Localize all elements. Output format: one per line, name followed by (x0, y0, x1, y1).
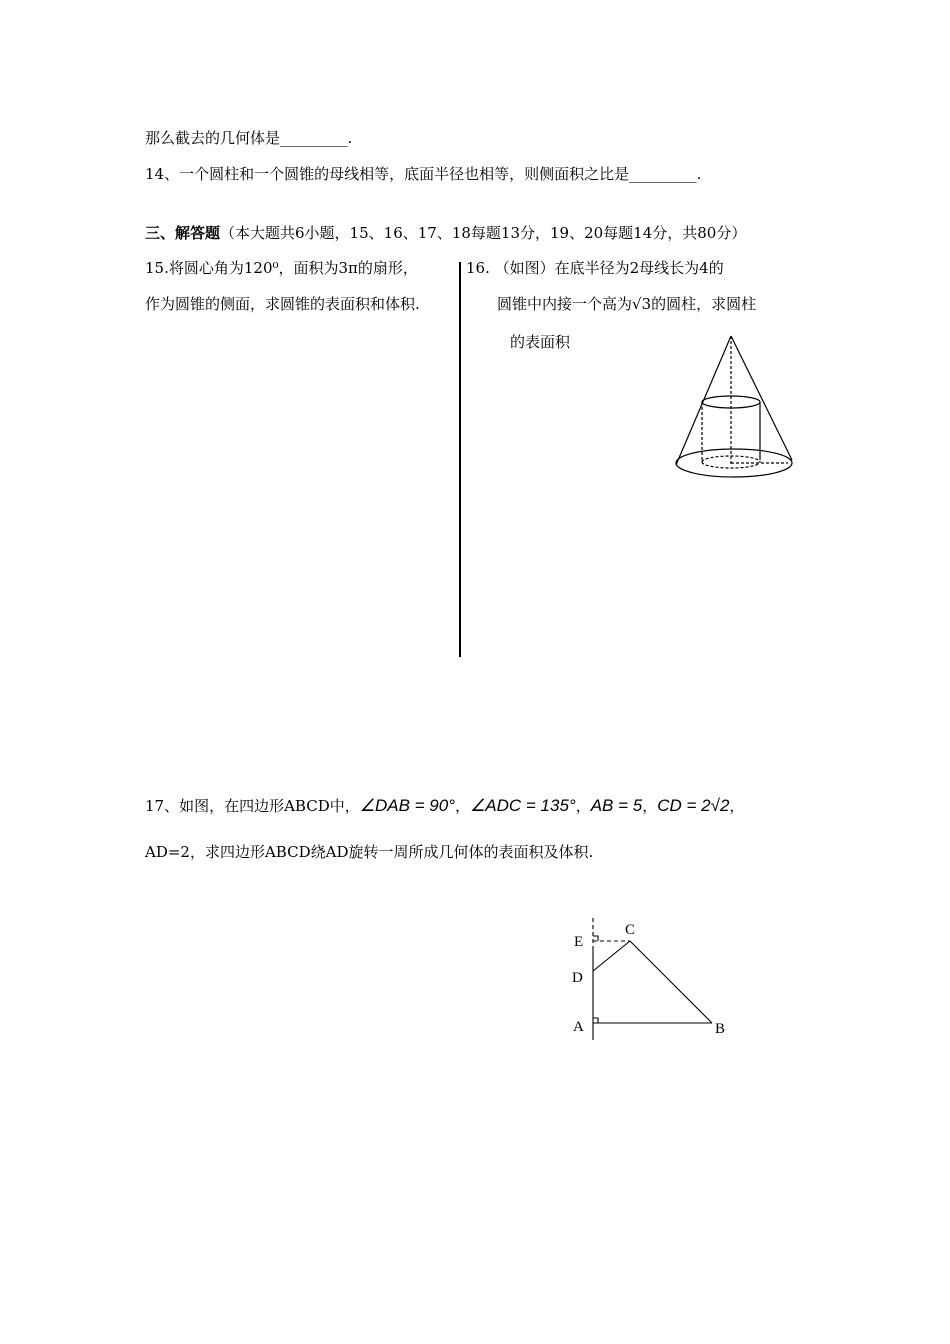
q16-line2 (497, 294, 756, 314)
q16-sqrt3: √3 (632, 295, 652, 313)
q17-sep1: ， (455, 797, 471, 815)
label-C: C (625, 922, 636, 938)
q16-line2-a: 圆锥中内接一个高为 (497, 295, 633, 313)
q14-text: 14、一个圆柱和一个圆锥的母线相等，底面半径也相等，则侧面积之比是_________. (145, 165, 702, 183)
right-angle-E (593, 936, 598, 941)
label-D: D (572, 970, 583, 986)
q15-line2: 作为圆锥的侧面，求圆锥的表面积和体积. (145, 295, 420, 313)
label-E: E (574, 934, 584, 950)
q17-cond1: ∠DAB = 90° (359, 796, 456, 815)
quadrilateral-figure (560, 912, 740, 1042)
cone-cylinder-figure (668, 330, 798, 490)
q17-line2: AD=2，求四边形ABCD绕AD旋转一周所成几何体的表面积及体积. (145, 843, 594, 861)
section3-note: （本大题共6小题，15、16、17、18每题13分，19、20每题14分，共80分） (220, 224, 747, 242)
section3-title: 三、解答题 (145, 224, 221, 242)
q17-sep2: ， (575, 797, 591, 815)
q16-line2-b: 的圆柱，求圆柱 (651, 295, 757, 313)
q13-text: 那么截去的几何体是_________. (145, 129, 353, 147)
q16-line3: 的表面积 (510, 333, 571, 351)
q17-cond4: CD = 2√2 (657, 796, 730, 815)
label-B: B (715, 1021, 726, 1037)
cone-right-edge (731, 336, 792, 460)
q16-line1: 16. （如图）在底半径为2母线长为4的 (466, 259, 724, 277)
right-angle-A (593, 1018, 598, 1023)
q17-cond3: AB = 5 (590, 796, 643, 815)
q17-sep4: ， (729, 797, 745, 815)
q17-prefix: 17、如图，在四边形ABCD中， (145, 797, 360, 815)
q17-line1 (145, 796, 744, 816)
section3-heading (145, 223, 746, 243)
q17-cond2: ∠ADC = 135° (470, 796, 576, 815)
segment-CB (630, 941, 712, 1023)
segment-DC (593, 941, 630, 971)
label-A: A (573, 1019, 584, 1035)
column-divider (459, 262, 461, 657)
q17-sep3: ， (642, 797, 658, 815)
q15-line1: 15.将圆心角为120⁰，面积为3π的扇形， (145, 259, 418, 277)
